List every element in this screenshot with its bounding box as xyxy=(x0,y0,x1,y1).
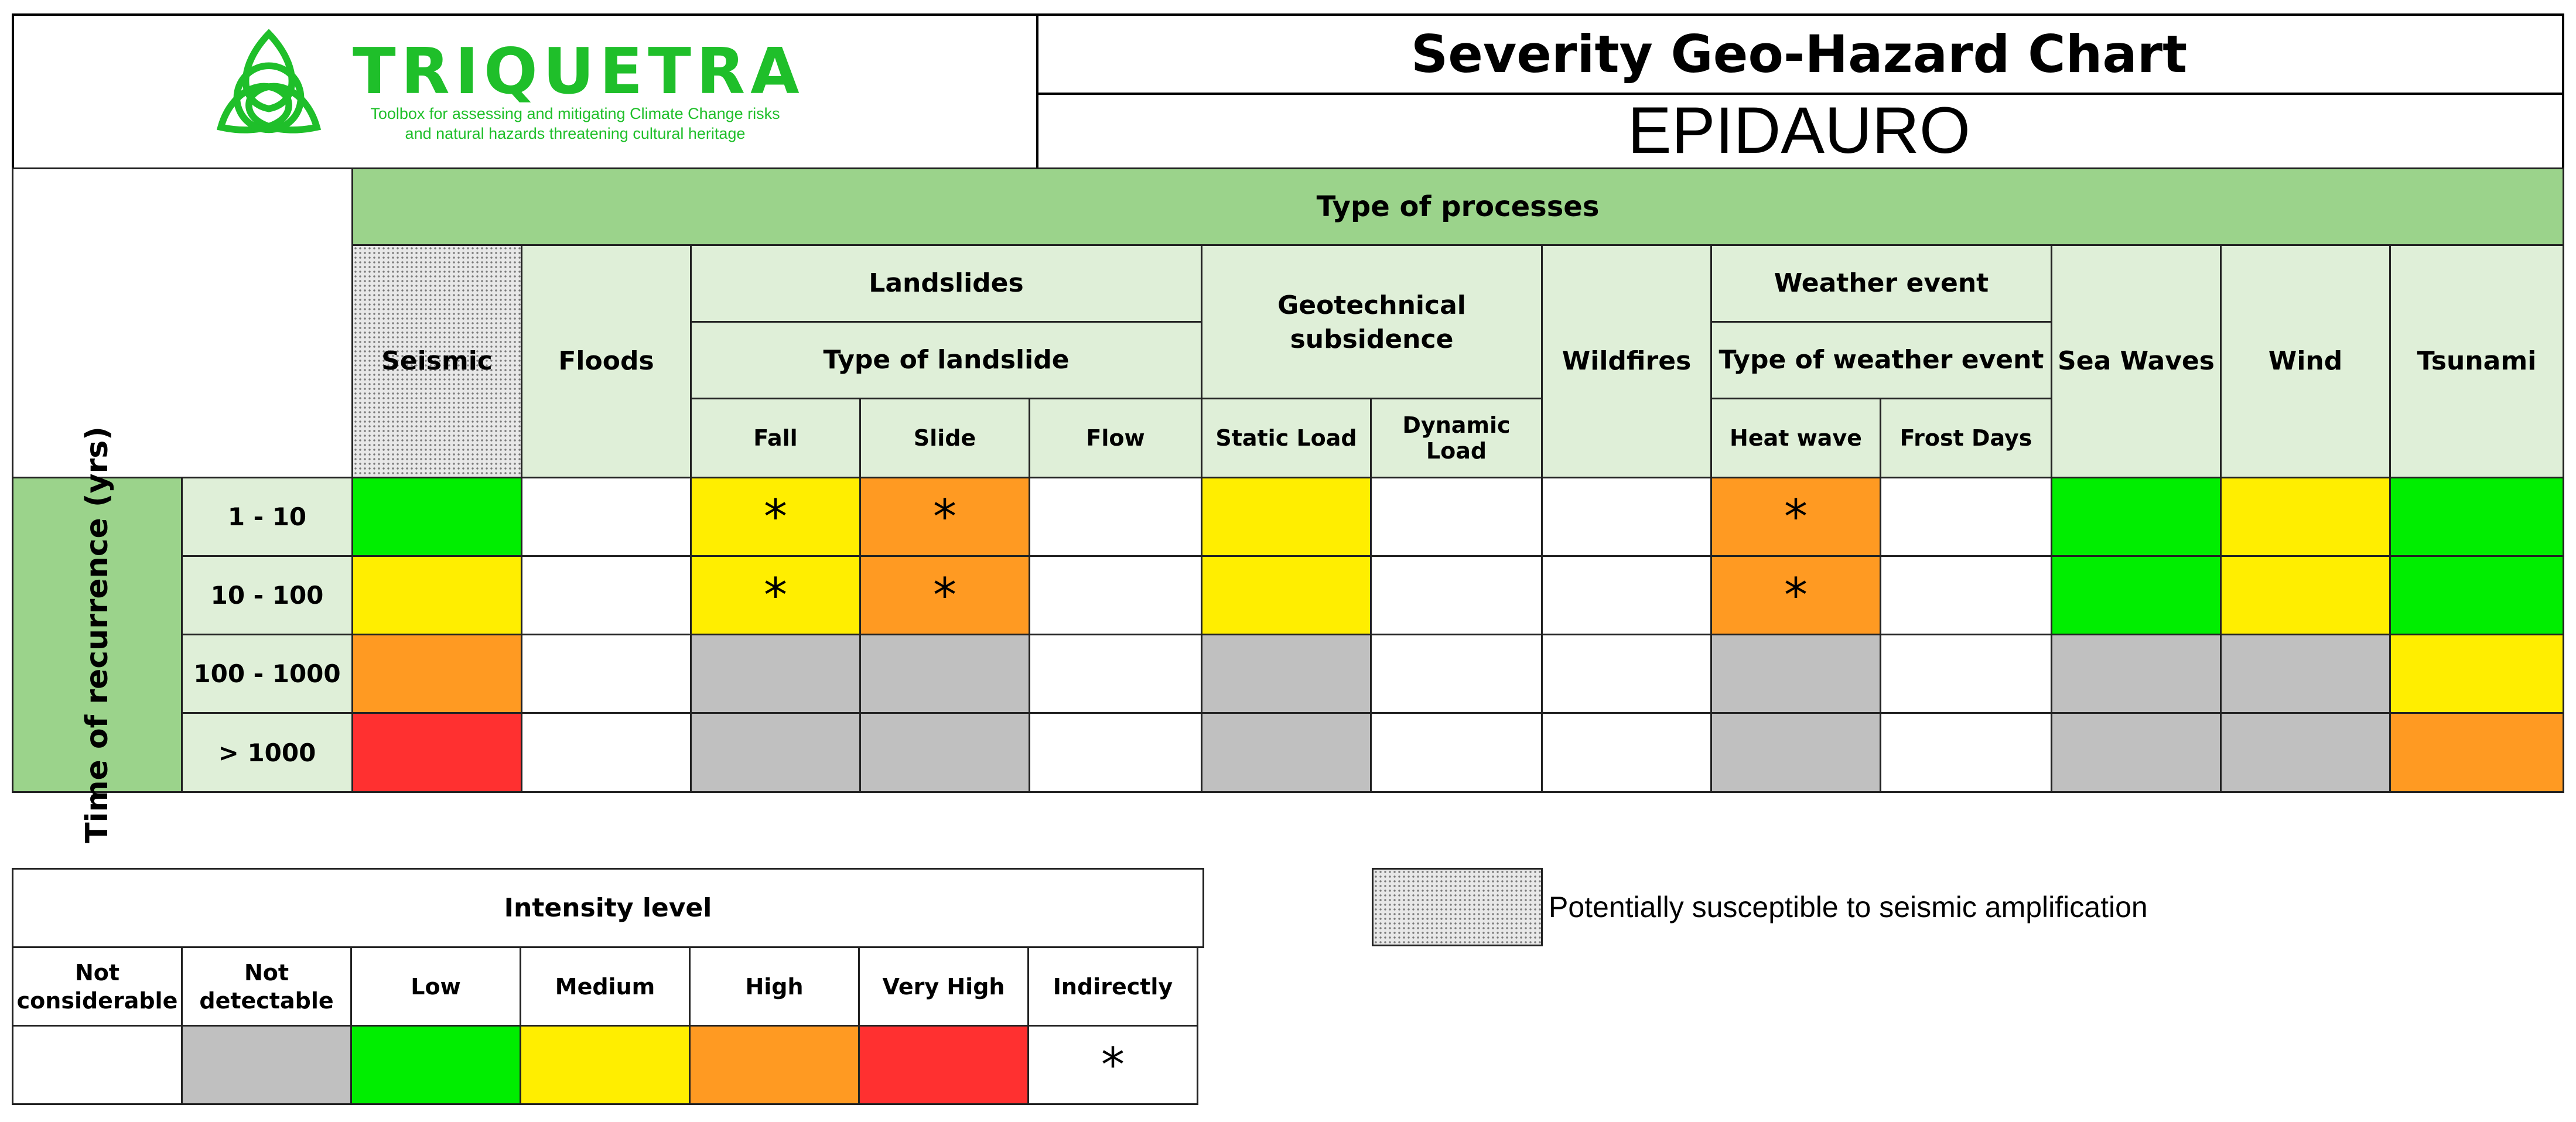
cell-tsunami-100-1000 xyxy=(2389,634,2564,714)
cell-wind-10-100 xyxy=(2220,555,2391,635)
cell-static-load-1000 xyxy=(1201,712,1372,793)
cell-frost-days-1000 xyxy=(1880,712,2052,793)
intensity-legend xyxy=(12,868,1204,1105)
column-header-slide: Slide xyxy=(859,398,1030,478)
indirect-marker: * xyxy=(1784,490,1808,544)
cell-frost-days-10-100 xyxy=(1880,555,2052,635)
time-of-recurrence-header xyxy=(12,426,183,843)
cell-tsunami-10-100 xyxy=(2389,555,2564,635)
legend-label-indirectly: Indirectly xyxy=(1027,946,1198,1027)
subgroup-header-type-of-weather-event: Type of weather event xyxy=(1710,321,2052,399)
cell-sea-waves-100-1000 xyxy=(2051,634,2222,714)
legend-title: Intensity level xyxy=(12,868,1204,948)
legend-label-medium: Medium xyxy=(520,946,691,1027)
cell-wildfires-100-1000 xyxy=(1541,634,1712,714)
legend-swatch-not-considerable xyxy=(12,1025,183,1105)
cell-slide-1000 xyxy=(859,712,1030,793)
legend-swatch-high xyxy=(689,1025,860,1105)
cell-wildfires-1-10 xyxy=(1541,477,1712,557)
triquetra-logo-icon xyxy=(207,29,330,146)
row-label-10-100: 10 - 100 xyxy=(181,555,353,635)
column-header-heat-wave: Heat wave xyxy=(1710,398,1881,478)
legend-label-very-high: Very High xyxy=(858,946,1029,1027)
cell-sea-waves-1-10 xyxy=(2051,477,2222,557)
cell-static-load-10-100 xyxy=(1201,555,1372,635)
column-header-dynamic-load: Dynamic Load xyxy=(1370,398,1543,478)
cell-sea-waves-10-100 xyxy=(2051,555,2222,635)
cell-wildfires-10-100 xyxy=(1541,555,1712,635)
legend-label-not-considerable: Not considerable xyxy=(12,946,183,1027)
subgroup-header-type-of-landslide: Type of landslide xyxy=(690,321,1202,399)
logo-panel xyxy=(14,16,1038,167)
logo-tagline-line-1: Toolbox for assessing and mitigating Climate Change risks xyxy=(370,105,780,122)
seismic-amplification-swatch xyxy=(1372,868,1543,946)
cell-flow-1000 xyxy=(1029,712,1202,793)
indirect-marker: * xyxy=(933,490,956,544)
cell-floods-100-1000 xyxy=(521,634,692,714)
legend-label-not-detectable: Not detectable xyxy=(181,946,352,1027)
column-header-static-load: Static Load xyxy=(1201,398,1372,478)
logo-wordmark: TRIQUETRA xyxy=(353,35,805,108)
cell-fall-10-100 xyxy=(690,555,861,635)
cell-sea-waves-1000 xyxy=(2051,712,2222,793)
cell-slide-100-1000 xyxy=(859,634,1030,714)
cell-wildfires-1000 xyxy=(1541,712,1712,793)
column-header-frost-days: Frost Days xyxy=(1880,398,2052,478)
cell-dynamic-load-10-100 xyxy=(1370,555,1543,635)
cell-static-load-1-10 xyxy=(1201,477,1372,557)
cell-floods-1000 xyxy=(521,712,692,793)
cell-static-load-100-1000 xyxy=(1201,634,1372,714)
column-header-fall: Fall xyxy=(690,398,861,478)
indirect-marker: * xyxy=(764,568,787,622)
cell-seismic-10-100 xyxy=(351,555,522,635)
column-header-seismic: Seismic xyxy=(351,244,522,478)
site-name: EPIDAURO xyxy=(1628,93,1970,167)
cell-tsunami-1000 xyxy=(2389,712,2564,793)
cell-seismic-1-10 xyxy=(351,477,522,557)
cell-slide-10-100 xyxy=(859,555,1030,635)
severity-grid xyxy=(12,167,2564,843)
cell-frost-days-100-1000 xyxy=(1880,634,2052,714)
cell-floods-1-10 xyxy=(521,477,692,557)
legend-label-low: Low xyxy=(350,946,521,1027)
row-label-100-1000: 100 - 1000 xyxy=(181,634,353,714)
cell-wind-1-10 xyxy=(2220,477,2391,557)
legend-swatch-very-high xyxy=(858,1025,1029,1105)
indirect-marker: * xyxy=(764,490,787,544)
cell-fall-1-10 xyxy=(690,477,861,557)
indirect-marker: * xyxy=(1784,568,1808,622)
chart-header xyxy=(12,13,2564,170)
cell-flow-10-100 xyxy=(1029,555,1202,635)
cell-fall-1000 xyxy=(690,712,861,793)
cell-dynamic-load-1000 xyxy=(1370,712,1543,793)
legend-swatch-low xyxy=(350,1025,521,1105)
cell-tsunami-1-10 xyxy=(2389,477,2564,557)
cell-flow-100-1000 xyxy=(1029,634,1202,714)
cell-wind-100-1000 xyxy=(2220,634,2391,714)
cell-seismic-1000 xyxy=(351,712,522,793)
cell-heat-wave-100-1000 xyxy=(1710,634,1881,714)
row-label-1-10: 1 - 10 xyxy=(181,477,353,557)
cell-heat-wave-1000 xyxy=(1710,712,1881,793)
seismic-amplification-note: Potentially susceptible to seismic amplification xyxy=(1549,891,2148,923)
cell-fall-100-1000 xyxy=(690,634,861,714)
indirect-marker: * xyxy=(933,568,956,622)
cell-dynamic-load-1-10 xyxy=(1370,477,1543,557)
cell-heat-wave-1-10 xyxy=(1710,477,1881,557)
corner-blank-cell xyxy=(12,167,353,478)
group-header-landslides: Landslides xyxy=(690,244,1202,323)
column-header-wildfires: Wildfires xyxy=(1541,244,1712,478)
row-label-over-1000: > 1000 xyxy=(181,712,353,793)
cell-wind-1000 xyxy=(2220,712,2391,793)
logo-tagline-line-2: and natural hazards threatening cultural heritage xyxy=(405,125,746,142)
cell-flow-1-10 xyxy=(1029,477,1202,557)
legend-swatch-indirectly: * xyxy=(1027,1025,1198,1105)
cell-floods-10-100 xyxy=(521,555,692,635)
cell-dynamic-load-100-1000 xyxy=(1370,634,1543,714)
group-header-geotechnical-subsidence: Geotechnical subsidence xyxy=(1201,244,1543,401)
legend-swatch-not-detectable xyxy=(181,1025,352,1105)
time-of-recurrence-label: Time of recurrence (yrs) xyxy=(80,426,115,843)
type-of-processes-header: Type of processes xyxy=(351,167,2564,246)
column-header-floods: Floods xyxy=(521,244,692,478)
column-header-flow: Flow xyxy=(1029,398,1202,478)
cell-slide-1-10 xyxy=(859,477,1030,557)
cell-frost-days-1-10 xyxy=(1880,477,2052,557)
cell-heat-wave-10-100 xyxy=(1710,555,1881,635)
column-header-wind: Wind xyxy=(2220,244,2391,478)
logo-tagline xyxy=(353,104,798,143)
group-header-weather-event: Weather event xyxy=(1710,244,2052,323)
chart-title: Severity Geo-Hazard Chart xyxy=(1036,16,2562,95)
cell-seismic-100-1000 xyxy=(351,634,522,714)
column-header-sea-waves: Sea Waves xyxy=(2051,244,2222,478)
column-header-tsunami: Tsunami xyxy=(2389,244,2564,478)
legend-label-high: High xyxy=(689,946,860,1027)
legend-swatch-medium xyxy=(520,1025,691,1105)
